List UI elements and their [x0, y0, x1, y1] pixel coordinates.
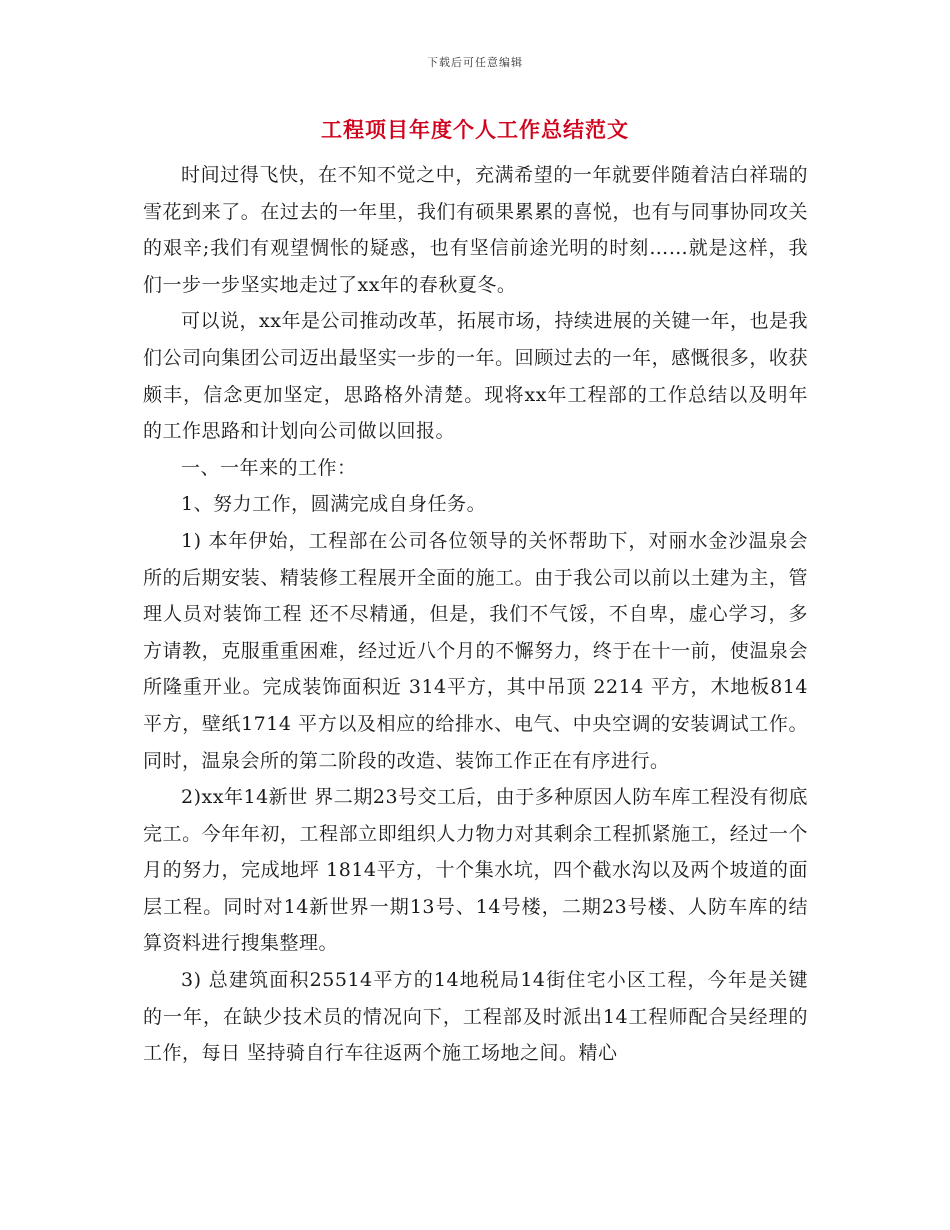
document-body	[143, 157, 808, 1072]
header-note: 下载后可任意编辑	[427, 56, 523, 69]
document-title: 工程项目年度个人工作总结范文	[321, 117, 629, 142]
section-heading-work: 一、一年来的工作：	[181, 456, 357, 479]
paragraph-item-3: 3) 总建筑面积25514平方的14地税局14街住宅小区工程，今年是关键的一年，在缺少技术员的情况向下，工程部及时派出14工程师配合吴经理的工作，每日 坚持骑自行车往返两个施工场地之间。精心	[143, 969, 808, 1065]
paragraph-review: 可以说，xx年是公司推动改革，拓展市场，持续进展的关键一年，也是我们公司向集团公司迈出最坚实一步的一年。回顾过去的一年，感慨很多，收获颇丰，信念更加坚定，思路格外清楚。现将xx年工程部的工作总结以及明年的工作思路和计划向公司做以回报。	[143, 310, 808, 443]
subheading-tasks: 1、努力工作，圆满完成自身任务。	[181, 493, 487, 516]
paragraph-item-1: 1) 本年伊始，工程部在公司各位领导的关怀帮助下，对丽水金沙温泉会所的后期安装、精装修工程展开全面的施工。由于我公司以前以土建为主，管理人员对装饰工程 还不尽精通，但是，我们不气馁，不自卑，虚心学习，多方请教，克服重重困难，经过近八个月的不懈努力，终于在十一前，使温泉会所隆重开业。完成装饰面积近 314平方，其中吊顶 2214 平方，木地板814 平方，壁纸1714 平方以及相应的给排水、电气、中央空调的安装调试工作。同时，温泉会所的第二阶段的改造、装饰工作正在有序进行。	[143, 529, 808, 772]
paragraph-intro: 时间过得飞快，在不知不觉之中，充满希望的一年就要伴随着洁白祥瑞的雪花到来了。在过去的一年里，我们有硕果累累的喜悦，也有与同事协同攻关的艰辛;我们有观望惆怅的疑惑，也有坚信前途光明的时刻……就是这样，我们一步一步坚实地走过了xx年的春秋夏冬。	[143, 164, 808, 296]
paragraph-item-2: 2)xx年14新世 界二期23号交工后，由于多种原因人防车库工程没有彻底完工。今年年初，工程部立即组织人力物力对其剩余工程抓紧施工，经过一个月的努力，完成地坪 1814平方，十个集水坑，四个截水沟以及两个坡道的面层工程。同时对14新世界一期13号、14号楼，二期23号楼、人防车库的结算资料进行搜集整理。	[143, 786, 808, 955]
